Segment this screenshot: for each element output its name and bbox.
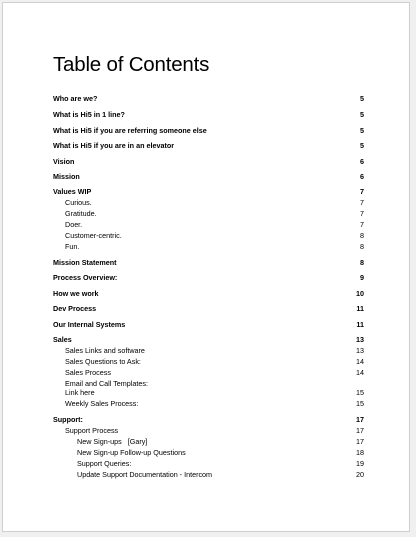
toc-entry-hi5-elevator[interactable] — [3, 141, 409, 150]
toc-entry-update-support-docs[interactable] — [3, 470, 409, 479]
toc-entry-sales-process[interactable] — [3, 368, 409, 377]
toc-entry-page: 5 — [360, 126, 364, 135]
toc-entry-support[interactable] — [3, 415, 409, 424]
toc-entry-label: What is Hi5 if you are referring someone else — [53, 126, 207, 135]
toc-entry-customer-centric[interactable] — [3, 231, 409, 240]
toc-entry-sales[interactable] — [3, 335, 409, 344]
toc-entry-label: Our Internal Systems — [53, 320, 126, 329]
toc-entry-hi5-referring[interactable] — [3, 126, 409, 135]
toc-entry-curious[interactable] — [3, 198, 409, 207]
toc-entry-label: Mission — [53, 172, 80, 181]
toc-entry-label-link: Link here — [65, 388, 95, 397]
page-title: Table of Contents — [53, 53, 210, 76]
toc-entry-values-wip[interactable] — [3, 187, 409, 196]
toc-entry-label: Customer-centric. — [65, 231, 122, 240]
toc-entry-page: 5 — [360, 141, 364, 150]
toc-entry-label: Email and Call Templates: — [65, 379, 148, 388]
toc-entry-label: Vision — [53, 157, 75, 166]
toc-entry-mission[interactable] — [3, 172, 409, 181]
toc-entry-signup-followup[interactable] — [3, 448, 409, 457]
toc-entry-label: New Sign-ups [Gary] — [77, 437, 148, 446]
toc-entry-label: What is Hi5 in 1 line? — [53, 110, 125, 119]
toc-entry-label: Doer. — [65, 220, 83, 229]
toc-entry-page: 15 — [356, 388, 364, 397]
toc-entry-label: Support: — [53, 415, 83, 424]
toc-entry-email-call-templates[interactable] — [3, 379, 409, 397]
toc-entry-label: Sales — [53, 335, 72, 344]
toc-entry-page: 6 — [360, 157, 364, 166]
toc-entry-page: 7 — [360, 198, 364, 207]
toc-entry-page: 10 — [356, 289, 364, 298]
toc-entry-label: Support Queries: — [77, 459, 132, 468]
toc-entry-page: 17 — [356, 426, 364, 435]
toc-entry-page: 20 — [356, 470, 364, 479]
toc-entry-page: 9 — [360, 273, 364, 282]
toc-entry-page: 7 — [360, 187, 364, 196]
toc-entry-vision[interactable] — [3, 157, 409, 166]
toc-entry-sales-questions[interactable] — [3, 357, 409, 366]
toc-entry-page: 6 — [360, 172, 364, 181]
toc-entry-dev-process[interactable] — [3, 304, 409, 313]
toc-entry-label: Gratitude. — [65, 209, 97, 218]
toc-entry-page: 17 — [356, 415, 364, 424]
toc-entry-label: How we work — [53, 289, 99, 298]
toc-entry-page: 5 — [360, 94, 364, 103]
toc-entry-page: 18 — [356, 448, 364, 457]
toc-entry-page: 14 — [356, 368, 364, 377]
toc-entry-page: 5 — [360, 110, 364, 119]
toc-entry-how-we-work[interactable] — [3, 289, 409, 298]
toc-entry-label: Update Support Documentation - Intercom — [77, 470, 213, 479]
toc-entry-who-are-we[interactable] — [3, 94, 409, 103]
toc-entry-page: 17 — [356, 437, 364, 446]
toc-entry-label: Who are we? — [53, 94, 98, 103]
toc-entry-page: 19 — [356, 459, 364, 468]
toc-entry-page: 13 — [356, 346, 364, 355]
toc-entry-process-overview[interactable] — [3, 273, 409, 282]
toc-entry-doer[interactable] — [3, 220, 409, 229]
toc-entry-label: Values WIP — [53, 187, 92, 196]
toc-entry-label: Sales Links and software — [65, 346, 145, 355]
toc-entry-support-process[interactable] — [3, 426, 409, 435]
toc-entry-label: Sales Questions to Ask: — [65, 357, 141, 366]
toc-entry-label: Dev Process — [53, 304, 97, 313]
toc-entry-label: Sales Process — [65, 368, 111, 377]
toc-entry-internal-systems[interactable] — [3, 320, 409, 329]
toc-entry-support-queries[interactable] — [3, 459, 409, 468]
toc-entry-page: 11 — [356, 304, 364, 313]
toc-entry-label: Curious. — [65, 198, 92, 207]
toc-entry-page: 8 — [360, 242, 364, 251]
toc-entry-sales-links[interactable] — [3, 346, 409, 355]
toc-entry-label: Fun. — [65, 242, 80, 251]
toc-entry-label: What is Hi5 if you are in an elevator — [53, 141, 175, 150]
toc-entry-page: 11 — [356, 320, 364, 329]
toc-entry-page: 7 — [360, 209, 364, 218]
table-of-contents — [3, 3, 409, 531]
toc-entry-page: 8 — [360, 258, 364, 267]
toc-entry-page: 13 — [356, 335, 364, 344]
toc-entry-gratitude[interactable] — [3, 209, 409, 218]
toc-entry-fun[interactable] — [3, 242, 409, 251]
toc-entry-page: 14 — [356, 357, 364, 366]
toc-entry-label: Process Overview: — [53, 273, 118, 282]
toc-entry-label: Mission Statement — [53, 258, 117, 267]
toc-entry-page: 15 — [356, 399, 364, 408]
toc-entry-label: Support Process — [65, 426, 119, 435]
document-page — [2, 2, 410, 532]
toc-entry-page: 7 — [360, 220, 364, 229]
toc-entry-mission-statement[interactable] — [3, 258, 409, 267]
toc-entry-weekly-sales[interactable] — [3, 399, 409, 408]
toc-entry-hi5-one-line[interactable] — [3, 110, 409, 119]
toc-entry-new-signups[interactable] — [3, 437, 409, 446]
toc-entry-page: 8 — [360, 231, 364, 240]
toc-entry-label: New Sign-up Follow-up Questions — [77, 448, 186, 457]
toc-entry-label: Weekly Sales Process: — [65, 399, 139, 408]
